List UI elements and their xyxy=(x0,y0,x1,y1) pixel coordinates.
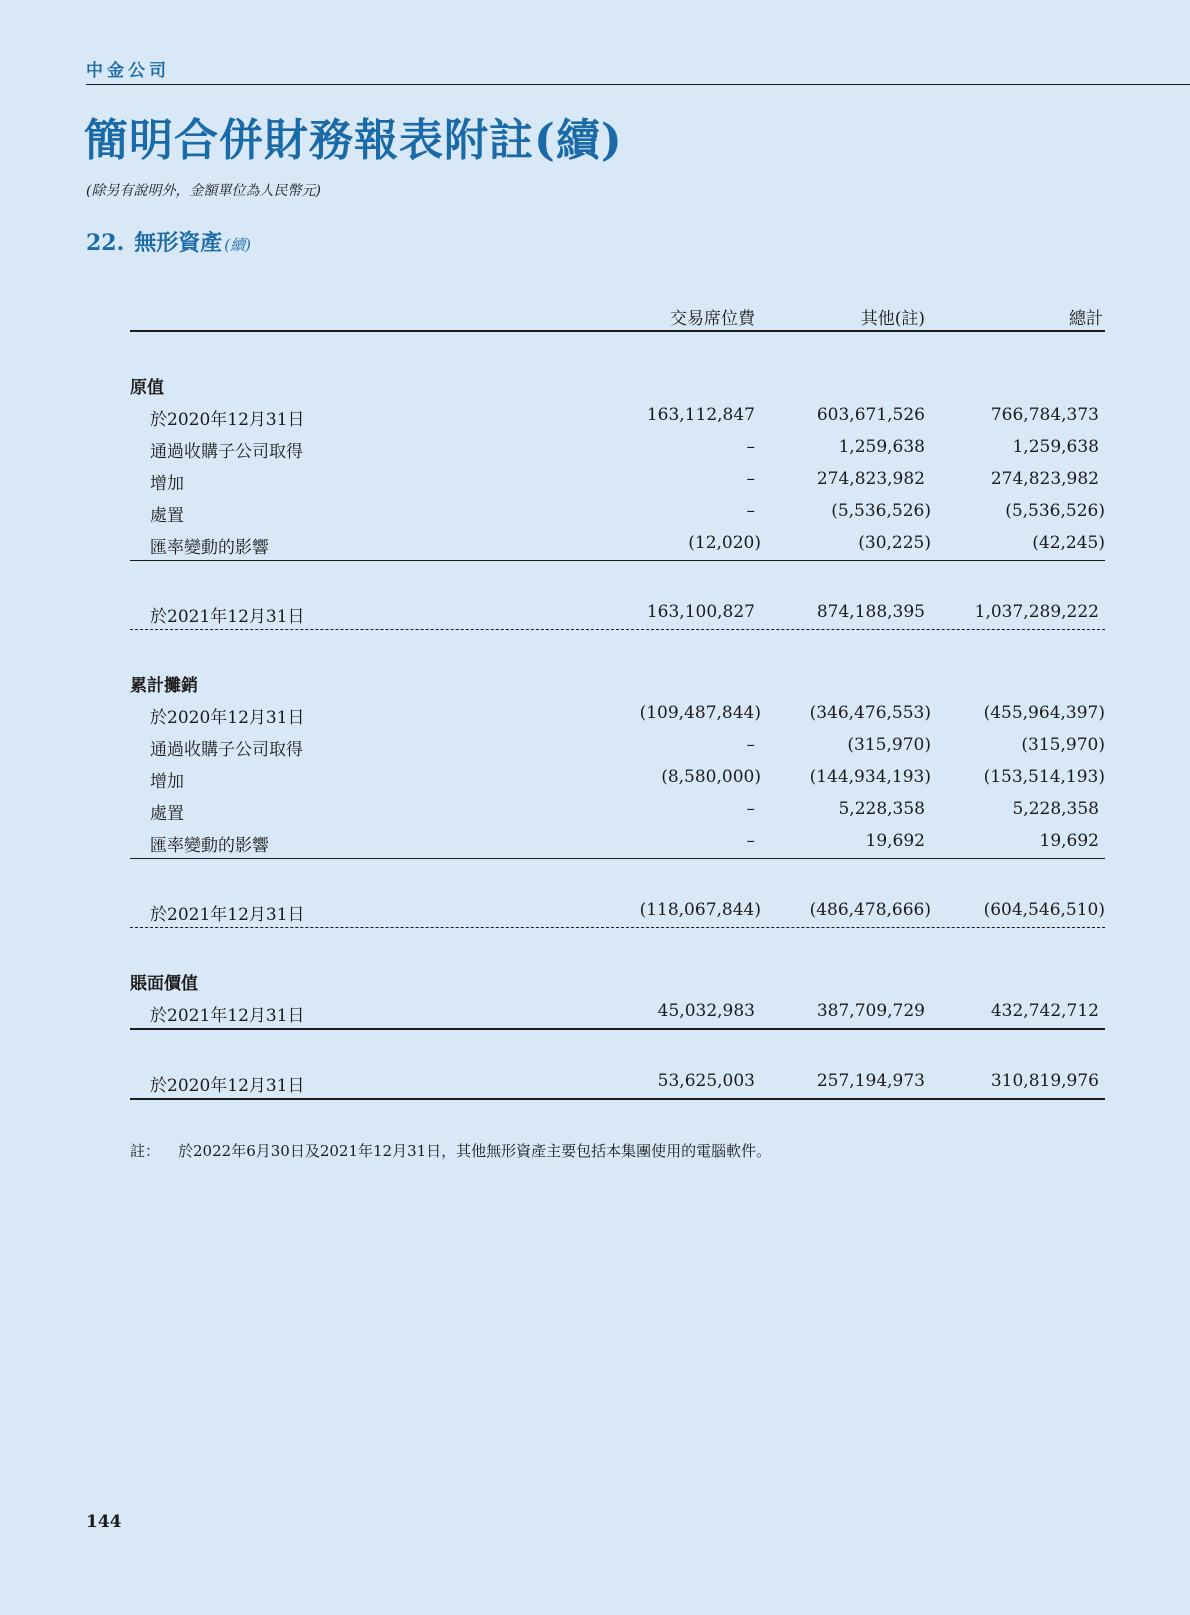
cost-heading-row xyxy=(130,368,1105,400)
cell-value: 19,692 xyxy=(865,831,925,851)
cell-value: – xyxy=(746,437,755,457)
cell-value: 274,823,982 xyxy=(990,469,1099,489)
row-label: 於2020年12月31日 xyxy=(150,708,305,728)
carrying-heading-row xyxy=(130,964,1105,996)
row-label: 通過收購子公司取得 xyxy=(150,740,303,760)
cell-value: (42,245) xyxy=(1032,533,1105,553)
row-label: 增加 xyxy=(150,772,184,792)
cell-value: 274,823,982 xyxy=(816,469,925,489)
carrying-2020-row xyxy=(130,1066,1105,1098)
table-row xyxy=(130,698,1105,730)
column-header-seat-fees: 交易席位費 xyxy=(670,309,755,329)
cell-value: 1,259,638 xyxy=(1012,437,1099,457)
row-label: 匯率變動的影響 xyxy=(150,836,269,856)
table-row xyxy=(130,464,1105,496)
cell-value: (12,020) xyxy=(688,533,761,553)
row-label: 增加 xyxy=(150,474,184,494)
page-number: 144 xyxy=(86,1512,122,1532)
cell-value: (8,580,000) xyxy=(661,767,761,787)
row-label: 通過收購子公司取得 xyxy=(150,442,303,462)
cell-value: 19,692 xyxy=(1039,831,1099,851)
cell-value: (5,536,526) xyxy=(1005,501,1105,521)
cell-value: 257,194,973 xyxy=(816,1071,925,1091)
cell-value: 1,037,289,222 xyxy=(974,602,1099,622)
cell-value: (30,225) xyxy=(858,533,931,553)
carrying-2021-row xyxy=(130,996,1105,1028)
amortization-heading-row xyxy=(130,666,1105,698)
row-label: 於2021年12月31日 xyxy=(150,905,305,925)
cell-value: 5,228,358 xyxy=(1012,799,1099,819)
carrying-heading: 賬面價值 xyxy=(130,974,198,994)
table-row xyxy=(130,794,1105,826)
cell-value: 1,259,638 xyxy=(838,437,925,457)
table-row xyxy=(130,762,1105,794)
table-header xyxy=(130,300,1105,330)
section-number: 22. xyxy=(86,230,125,256)
cell-value: (346,476,553) xyxy=(809,703,931,723)
cell-value: 432,742,712 xyxy=(990,1001,1099,1021)
row-label: 處置 xyxy=(150,804,184,824)
table-row xyxy=(130,432,1105,464)
cell-value: (118,067,844) xyxy=(639,900,761,920)
cell-value: (455,964,397) xyxy=(983,703,1105,723)
section-name: 無形資產 xyxy=(134,230,223,256)
page-title: 簡明合併財務報表附註(續) xyxy=(84,115,623,166)
section-continued: (續) xyxy=(224,236,252,254)
cell-value: – xyxy=(746,501,755,521)
footnote-tag: 註： xyxy=(130,1142,161,1160)
cell-value: 163,112,847 xyxy=(646,405,755,425)
cost-heading: 原值 xyxy=(130,378,164,398)
cost-total-row xyxy=(130,597,1105,629)
cell-value: 163,100,827 xyxy=(646,602,755,622)
footnote-text: 於2022年6月30日及2021年12月31日，其他無形資產主要包括本集團使用的電腦軟件。 xyxy=(178,1142,772,1160)
cell-value: (315,970) xyxy=(1021,735,1105,755)
row-label: 於2020年12月31日 xyxy=(150,1076,305,1096)
row-label: 處置 xyxy=(150,506,184,526)
cell-value: – xyxy=(746,799,755,819)
company-name: 中金公司 xyxy=(86,61,170,81)
table-row xyxy=(130,400,1105,432)
cell-value: (109,487,844) xyxy=(639,703,761,723)
cell-value: (144,934,193) xyxy=(809,767,931,787)
cell-value: (5,536,526) xyxy=(831,501,931,521)
cell-value: 766,784,373 xyxy=(990,405,1099,425)
cell-value: 5,228,358 xyxy=(838,799,925,819)
section-heading xyxy=(86,226,251,257)
cell-value: 387,709,729 xyxy=(816,1001,925,1021)
cell-value: (153,514,193) xyxy=(983,767,1105,787)
page-subtitle: (除另有說明外，金額單位為人民幣元) xyxy=(86,183,321,199)
table-row xyxy=(130,730,1105,762)
row-label: 於2021年12月31日 xyxy=(150,607,305,627)
cell-value: (486,478,666) xyxy=(809,900,931,920)
table-row xyxy=(130,496,1105,528)
row-label: 匯率變動的影響 xyxy=(150,538,269,558)
cell-value: 45,032,983 xyxy=(657,1001,755,1021)
column-header-others: 其他(註) xyxy=(860,309,925,329)
cell-value: (315,970) xyxy=(847,735,931,755)
row-label: 於2020年12月31日 xyxy=(150,410,305,430)
cell-value: (604,546,510) xyxy=(983,900,1105,920)
intangible-assets-table xyxy=(130,300,1105,1100)
header-rule xyxy=(86,84,1190,85)
cell-value: 53,625,003 xyxy=(657,1071,755,1091)
amortization-heading: 累計攤銷 xyxy=(130,676,198,696)
cell-value: 310,819,976 xyxy=(990,1071,1099,1091)
amortization-total-row xyxy=(130,895,1105,927)
footnote xyxy=(130,1140,771,1161)
cell-value: 603,671,526 xyxy=(816,405,925,425)
column-header-total: 總計 xyxy=(1069,309,1103,329)
table-row xyxy=(130,528,1105,560)
table-row xyxy=(130,826,1105,858)
cell-value: 874,188,395 xyxy=(816,602,925,622)
cell-value: – xyxy=(746,831,755,851)
row-label: 於2021年12月31日 xyxy=(150,1006,305,1026)
carrying-2020-rule xyxy=(130,1098,1105,1100)
cell-value: – xyxy=(746,735,755,755)
cell-value: – xyxy=(746,469,755,489)
